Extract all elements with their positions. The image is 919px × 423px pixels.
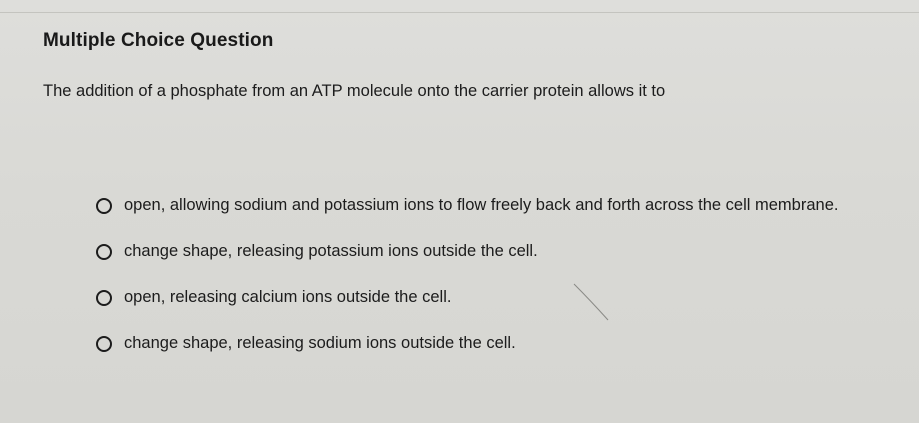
answer-option-3[interactable] [96, 287, 906, 333]
radio-button-icon[interactable] [96, 198, 112, 214]
answer-option-2[interactable] [96, 241, 906, 287]
radio-button-icon[interactable] [96, 290, 112, 306]
answer-option-label: open, allowing sodium and potassium ions to flow freely back and forth across the cell membrane. [124, 196, 839, 214]
radio-button-icon[interactable] [96, 336, 112, 352]
answer-option-label: change shape, releasing sodium ions outside the cell. [124, 334, 516, 352]
question-prompt: The addition of a phosphate from an ATP molecule onto the carrier protein allows it to [43, 82, 666, 100]
top-divider [0, 12, 919, 13]
answer-option-4[interactable] [96, 333, 906, 379]
radio-button-icon[interactable] [96, 244, 112, 260]
answer-option-label: change shape, releasing potassium ions outside the cell. [124, 242, 538, 260]
question-heading: Multiple Choice Question [43, 30, 274, 51]
answer-options [96, 195, 906, 379]
answer-option-1[interactable] [96, 195, 906, 241]
answer-option-label: open, releasing calcium ions outside the cell. [124, 288, 452, 306]
